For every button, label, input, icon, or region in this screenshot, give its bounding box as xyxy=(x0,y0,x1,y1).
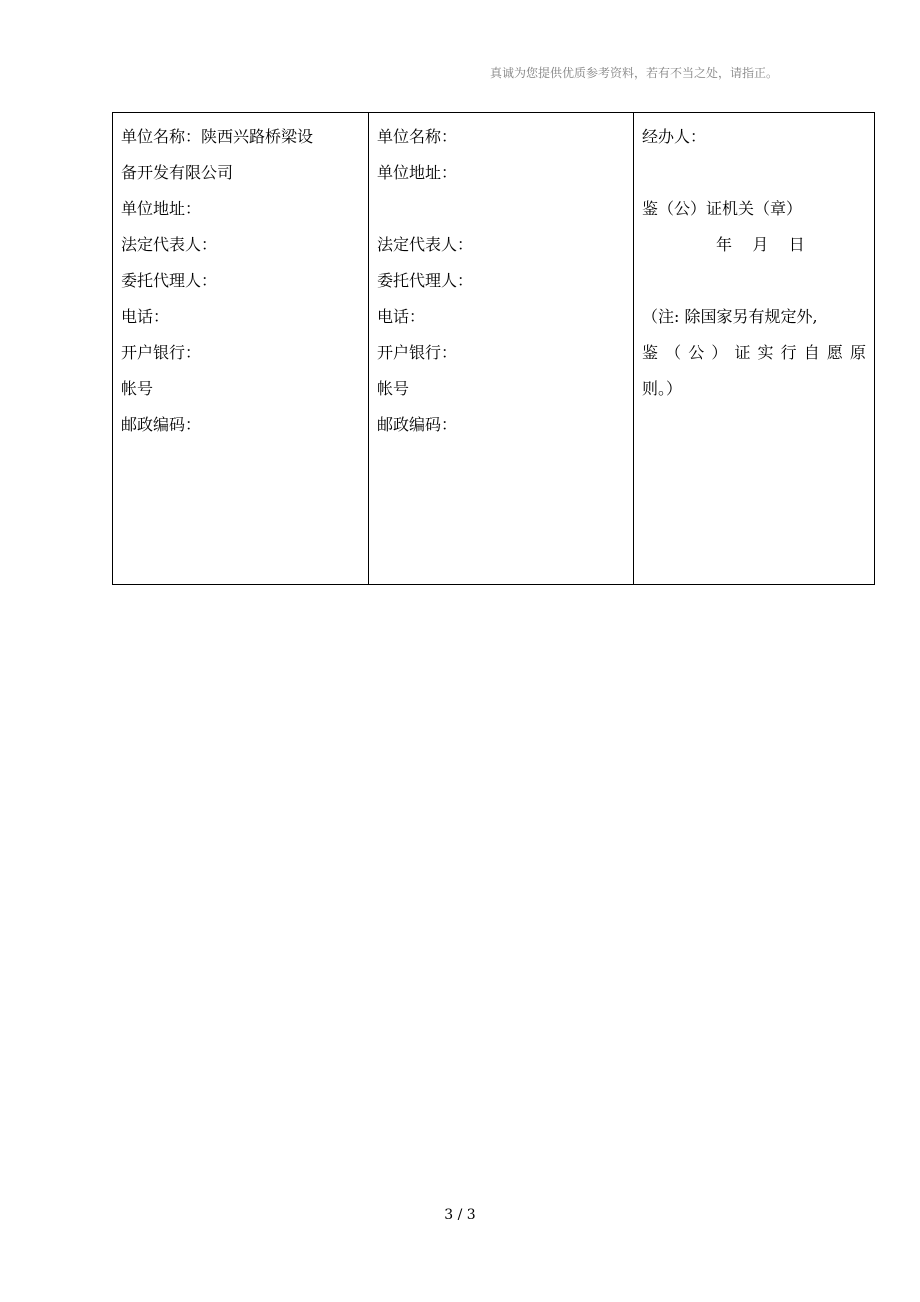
party-b-account: 帐号 xyxy=(377,379,410,398)
notary-note-line1: （注: 除国家另有规定外, xyxy=(642,307,818,326)
notary-note-line2: 鉴（公）证实行自愿原 xyxy=(642,343,866,362)
party-b-cell xyxy=(369,113,634,585)
party-b-address: 单位地址： xyxy=(377,163,458,182)
party-b-unit-name: 单位名称： xyxy=(377,127,458,146)
signature-table xyxy=(112,112,875,585)
party-b-blank-line xyxy=(377,191,625,227)
header-note: 真诚为您提供优质参考资料，若有不当之处，请指正。 xyxy=(489,66,778,80)
party-a-phone: 电话： xyxy=(121,307,170,326)
notary-blank-line-1 xyxy=(642,155,866,191)
page-number: 3 / 3 xyxy=(444,1207,476,1223)
party-a-agent: 委托代理人： xyxy=(121,271,218,290)
party-a-bank: 开户银行： xyxy=(121,343,202,362)
party-a-unit-name-line2: 备开发有限公司 xyxy=(121,163,234,182)
party-a-legal-rep: 法定代表人： xyxy=(121,235,218,254)
notary-handler: 经办人： xyxy=(642,127,707,146)
party-b-agent: 委托代理人： xyxy=(377,271,474,290)
notary-authority: 鉴（公）证机关（章） xyxy=(642,199,803,218)
party-b-postcode: 邮政编码： xyxy=(377,415,458,434)
notary-note-line3: 则。） xyxy=(642,379,683,398)
party-a-postcode: 邮政编码： xyxy=(121,415,202,434)
party-b-phone: 电话： xyxy=(377,307,426,326)
notary-blank-line-2 xyxy=(642,263,866,299)
notary-cell xyxy=(634,113,875,585)
party-b-bank: 开户银行： xyxy=(377,343,458,362)
party-a-unit-name-line1: 单位名称：陕西兴路桥梁设 xyxy=(121,127,314,146)
notary-date: 年 月 日 xyxy=(716,235,805,254)
party-a-cell xyxy=(113,113,369,585)
party-a-account: 帐号 xyxy=(121,379,154,398)
party-b-legal-rep: 法定代表人： xyxy=(377,235,474,254)
signature-row xyxy=(113,113,875,585)
party-a-address: 单位地址： xyxy=(121,199,202,218)
